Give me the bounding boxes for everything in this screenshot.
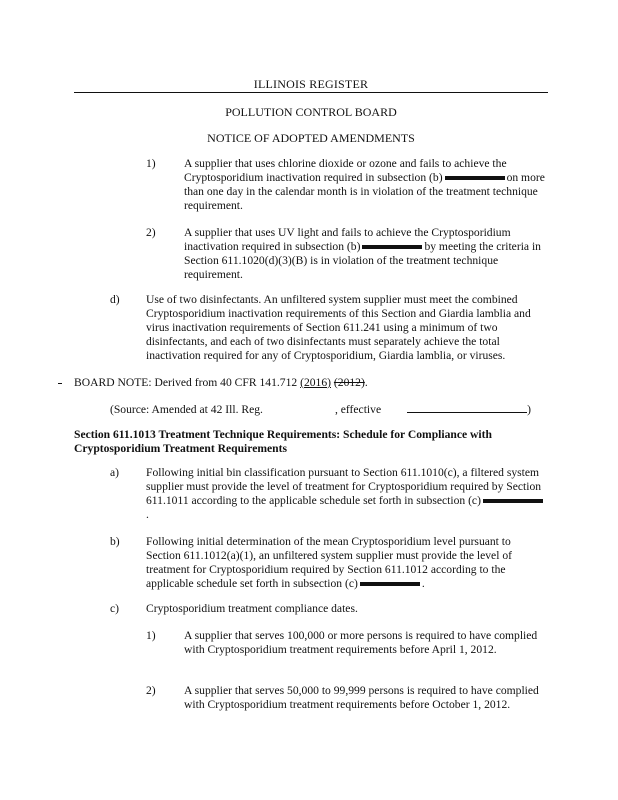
section-b-text-a: Following initial determination of the mean Cryptosporidium level pursuant to Section 611.1012(a)(1), an unfiltered system supplier must provide the level of treatment for Cryptosporidium required by Section 611.1012 according to the applicable schedule set forth in subsection (c): [146, 535, 512, 590]
board-note-added: (2016): [300, 376, 331, 389]
redaction-mark: [445, 176, 505, 180]
notice-title: NOTICE OF ADOPTED AMENDMENTS: [207, 131, 415, 145]
register-title: ILLINOIS REGISTER: [253, 77, 369, 91]
margin-mark: [58, 383, 62, 384]
section-c1-text: A supplier that serves 100,000 or more persons is required to have complied with Cryptosporidium treatment requirements before April 1, 2012.: [184, 629, 538, 656]
section-c-text: Cryptosporidium treatment compliance dates.: [146, 602, 358, 615]
redaction-mark: [483, 499, 543, 503]
source-date-blank: [407, 402, 527, 413]
board-note: [74, 376, 548, 390]
source-text-a: (Source: Amended at 42 Ill. Reg.: [110, 403, 263, 416]
item-1-text-a: A supplier that uses chlorine dioxide or ozone and fails to achieve the Cryptosporidium inactivation required in subsection (b): [184, 157, 507, 184]
item-1-number: 1): [146, 157, 156, 170]
source-line: [110, 402, 550, 417]
section-a-text: [146, 466, 546, 522]
item-d-number: d): [110, 293, 120, 306]
section-a-text-a: Following initial bin classification pursuant to Section 611.1010(c), a filtered system supplier must provide the level of treatment for Cryptosporidium required by Section 611.1011 according to the applicable schedule set forth in subsection (c): [146, 466, 542, 507]
item-2-text: [184, 226, 546, 282]
item-2-number: 2): [146, 226, 156, 239]
section-c2-number: 2): [146, 684, 156, 697]
section-a-number: a): [110, 466, 120, 479]
redaction-mark: [362, 245, 422, 249]
redaction-mark: [360, 582, 420, 586]
item-1-text: [184, 157, 546, 213]
section-b-text-b: .: [421, 577, 425, 590]
section-b-text: [146, 535, 546, 591]
item-2-text-a: A supplier that uses UV light and fails to achieve the Cryptosporidium inactivation required in subsection (b): [184, 226, 511, 253]
section-b-number: b): [110, 535, 120, 548]
board-note-prefix: BOARD NOTE: Derived from 40 CFR 141.712: [74, 376, 298, 389]
item-2-text-b: by meeting the criteria in Section 611.1020(d)(3)(B) is in violation of the treatment technique requirement.: [184, 240, 541, 281]
item-1-text-b: on more than one day in the calendar month is in violation of the treatment technique requirement.: [184, 171, 545, 212]
source-text-b: , effective: [334, 403, 382, 416]
register-header: [74, 78, 548, 93]
source-text-c: ): [527, 403, 531, 416]
board-note-suffix: .: [364, 376, 368, 389]
section-c1-number: 1): [146, 629, 156, 642]
board-note-removed: (2012): [333, 376, 365, 389]
section-a-text-b: .: [146, 508, 149, 521]
item-d-text: Use of two disinfectants. An unfiltered system supplier must meet the combined Cryptosporidium inactivation requirements of this Section and Giardia lamblia and virus inactivation requirements of Section 611.241 using a minimum of two disinfectants, and each of two disinfectants must separately achieve the total inactivation required for any of Cryptosporidium, Giardia lamblia, or viruses.: [146, 293, 531, 362]
section-c-number: c): [110, 602, 120, 615]
section-c2-text: A supplier that serves 50,000 to 99,999 persons is required to have complied with Cryptosporidium treatment requirements before October 1, 2012.: [184, 684, 539, 711]
section-title: Section 611.1013 Treatment Technique Requirements: Schedule for Compliance with Cryptosporidium Treatment Requirements: [74, 428, 492, 455]
board-title: POLLUTION CONTROL BOARD: [225, 105, 397, 119]
